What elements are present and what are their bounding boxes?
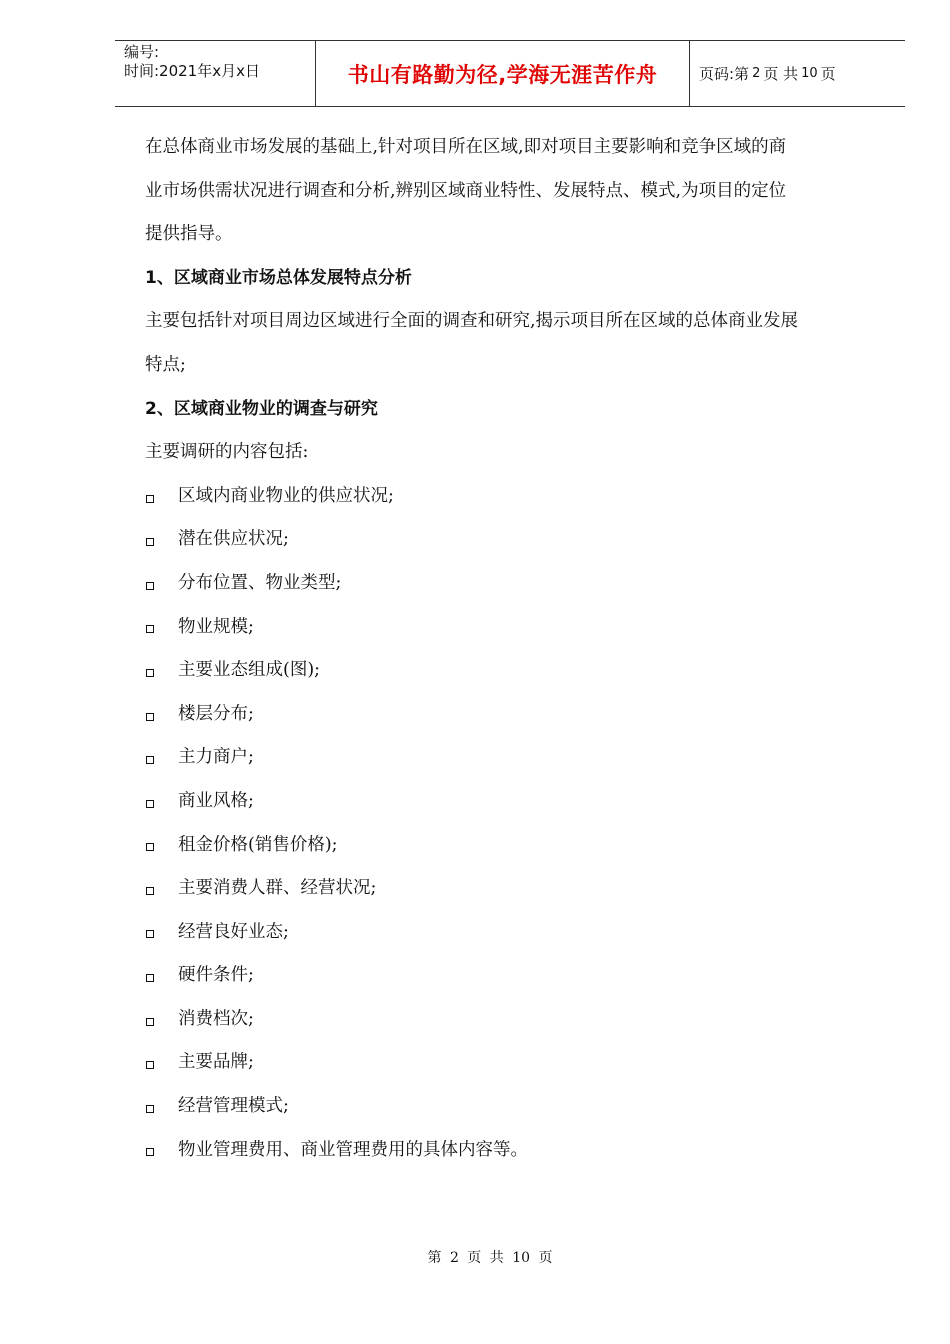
research-items-list — [145, 475, 875, 1173]
square-bullet-icon — [146, 800, 154, 808]
intro-line: 在总体商业市场发展的基础上,针对项目所在区域,即对项目主要影响和竞争区域的商 — [145, 137, 787, 157]
square-bullet-icon — [146, 930, 154, 938]
header-meta — [115, 41, 316, 106]
list-item: 主要品牌; — [145, 1041, 875, 1085]
list-item: 消费档次; — [145, 998, 875, 1042]
list-item: 主要业态组成(图); — [145, 649, 875, 693]
intro-line: 业市场供需状况进行调查和分析,辨别区域商业特性、发展特点、模式,为项目的定位 — [145, 180, 787, 201]
list-item: 分布位置、物业类型; — [145, 562, 875, 606]
section-2-intro: 主要调研的内容包括: — [145, 442, 309, 463]
page-footer: 第 2 页 共 10 页 — [427, 1250, 553, 1266]
page-body — [145, 126, 875, 1172]
square-bullet-icon — [146, 1018, 154, 1026]
square-bullet-icon — [146, 843, 154, 851]
list-item: 主力商户; — [145, 736, 875, 780]
square-bullet-icon — [146, 887, 154, 895]
square-bullet-icon — [146, 756, 154, 764]
list-item: 区域内商业物业的供应状况; — [145, 475, 875, 519]
page-suffix: 页 — [820, 65, 836, 83]
square-bullet-icon — [146, 1061, 154, 1069]
square-bullet-icon — [146, 538, 154, 546]
square-bullet-icon — [146, 713, 154, 721]
page-header — [115, 40, 905, 107]
list-item: 楼层分布; — [145, 693, 875, 737]
section-1-text: 主要包括针对项目周边区域进行全面的调查和研究,揭示项目所在区域的总体商业发展 — [145, 311, 799, 332]
page-mid: 页 共 — [763, 65, 799, 83]
list-item: 经营良好业态; — [145, 911, 875, 955]
square-bullet-icon — [146, 669, 154, 677]
square-bullet-icon — [146, 1148, 154, 1156]
document-number-label: 编号: — [124, 43, 160, 61]
list-item: 潜在供应状况; — [145, 518, 875, 562]
document-date: 时间:2021年x月x日 — [124, 62, 260, 80]
square-bullet-icon — [146, 1105, 154, 1113]
list-item: 硬件条件; — [145, 954, 875, 998]
list-item: 经营管理模式; — [145, 1085, 875, 1129]
square-bullet-icon — [146, 974, 154, 982]
list-item: 主要消费人群、经营状况; — [145, 867, 875, 911]
section-1-heading: 1、区域商业市场总体发展特点分析 — [145, 267, 412, 288]
intro-line: 提供指导。 — [145, 224, 233, 245]
square-bullet-icon — [146, 495, 154, 503]
section-1-text: 特点; — [145, 354, 186, 375]
page-prefix: 页码:第 — [699, 65, 750, 83]
page-current: 2 — [752, 66, 761, 81]
list-item: 租金价格(销售价格); — [145, 824, 875, 868]
section-2-heading: 2、区域商业物业的调查与研究 — [145, 398, 378, 419]
list-item: 物业管理费用、商业管理费用的具体内容等。 — [145, 1129, 875, 1173]
header-motto: 书山有路勤为径,学海无涯苦作舟 — [316, 41, 690, 106]
list-item: 物业规模; — [145, 606, 875, 650]
list-item: 商业风格; — [145, 780, 875, 824]
square-bullet-icon — [146, 625, 154, 633]
page-total: 10 — [801, 66, 818, 81]
header-page-indicator — [690, 41, 905, 106]
square-bullet-icon — [146, 582, 154, 590]
